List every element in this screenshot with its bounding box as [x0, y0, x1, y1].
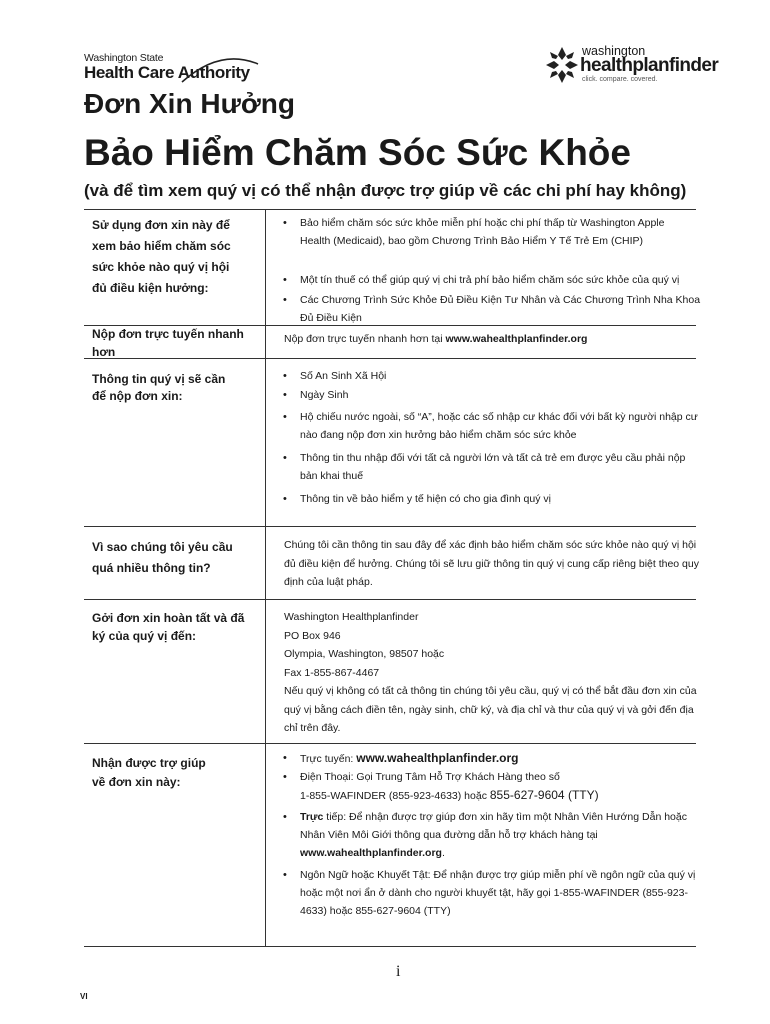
label-line: quá nhiều thông tin?: [92, 561, 211, 575]
table-column-divider: [265, 209, 266, 946]
table-divider: [84, 743, 696, 744]
phone-number: 1-855-WAFINDER (855-923-4633) hoặc: [300, 790, 490, 802]
hca-logo-small-text: Washington State: [84, 52, 164, 64]
table-divider: [84, 526, 696, 527]
table-divider: [84, 946, 696, 947]
period: .: [441, 847, 445, 859]
mailing-address: [284, 608, 704, 738]
healthplanfinder-tagline: click. compare. covered.: [582, 76, 658, 83]
in-person-label: Trực: [300, 811, 324, 823]
row-label-online: [92, 325, 257, 361]
label-line: Gởi đơn xin hoàn tất và đã: [92, 611, 245, 625]
hca-swoosh-icon: [180, 54, 260, 84]
send-note: Nếu quý vị không có tất cả thông tin chúng tôi yêu cầu, quý vị có thể bắt đầu đơn xin của quý vị bằng cách điền tên, ngày sinh, chữ ký, và địa chỉ và thư của quý vị và gởi đến địa chỉ trên đây.: [284, 685, 697, 734]
list-item: • Số An Sinh Xã Hội: [281, 367, 701, 385]
help-online-prefix: Trực tuyến:: [300, 753, 357, 765]
list-item: [281, 768, 701, 805]
website-link[interactable]: www.wahealthplanfinder.org: [356, 751, 519, 765]
subtitle: (và để tìm xem quý vị có thể nhận được trợ giúp về các chi phí hay không): [84, 181, 687, 200]
list-item: • Hộ chiếu nước ngoài, số “A”, hoặc các số nhập cư khác đối với bất kỳ người nhập cư nào đang nộp đơn xin hưởng bảo hiểm chăm sóc sức khỏe: [281, 408, 701, 444]
label-line: Sử dụng đơn xin này để: [92, 218, 230, 232]
healthplanfinder-mark-icon: [546, 47, 578, 83]
label-line: xem bảo hiểm chăm sóc: [92, 239, 231, 253]
healthplanfinder-logo: [546, 44, 726, 88]
page-number: i: [396, 963, 401, 980]
online-apply-prefix: Nộp đơn trực tuyến nhanh hơn tại: [284, 333, 446, 345]
label-line: hơn: [92, 345, 116, 359]
healthplanfinder-name: healthplanfinder: [580, 55, 719, 76]
language-code: VI: [80, 992, 88, 1001]
fax-line: Fax 1-855-867-4467: [284, 666, 380, 679]
list-item: • Thông tin về bảo hiểm y tế hiện có cho gia đình quý vị: [281, 490, 701, 508]
tty-number: 855-627-9604: [489, 788, 565, 802]
title-line-2: Bảo Hiểm Chăm Sóc Sức Khỏe: [84, 132, 631, 173]
address-line: PO Box 946: [284, 629, 341, 642]
tty-suffix: (TTY): [564, 788, 599, 802]
label-line: Nhận được trợ giúp: [92, 756, 206, 770]
table-divider: [84, 599, 696, 600]
in-person-text: tiếp: Để nhận được trợ giúp đơn xin hãy tìm một Nhân Viên Hướng Dẫn hoặc Nhân Viên Môi Giới thông qua đường dẫn hỗ trợ khách hàng tại: [300, 811, 687, 841]
label-line: Nộp đơn trực tuyến nhanh: [92, 327, 244, 341]
row-label-send: [92, 609, 257, 645]
list-item: • Ngôn Ngữ hoặc Khuyết Tật: Để nhận được trợ giúp miễn phí về ngôn ngữ của quý vị hoặc một nơi ẩn ở dành cho người khuyết tật, hãy gọi 1-855-WAFINDER (855-923-4633) hoặc 855-627-9604 (TTY): [281, 866, 701, 920]
list-item: [281, 808, 701, 862]
hca-logo-name: Health Care Authority: [84, 63, 250, 82]
list-item: • Một tín thuế có thể giúp quý vị chi trả phí bảo hiểm chăm sóc sức khỏe của quý vị: [281, 271, 701, 289]
label-line: Vì sao chúng tôi yêu cầu: [92, 540, 233, 554]
label-line: Thông tin quý vị sẽ cần: [92, 372, 226, 386]
title-line-1: Đơn Xin Hưởng: [84, 88, 295, 119]
healthplanfinder-washington: washington: [582, 44, 646, 58]
hca-logo: [84, 52, 264, 88]
online-apply-text: [284, 330, 704, 349]
label-line: về đơn xin này:: [92, 775, 181, 789]
label-line: ký của quý vị đến:: [92, 629, 197, 643]
address-line: Olympia, Washington, 98507 hoặc: [284, 648, 445, 660]
phone-help-line: • Điện Thoại: Gọi Trung Tâm Hỗ Trợ Khách Hàng theo số: [300, 771, 560, 783]
label-line: để nộp đơn xin:: [92, 389, 183, 403]
table-divider: [84, 209, 696, 210]
row-label-needed: [92, 371, 257, 405]
label-line: đủ điều kiện hưởng:: [92, 281, 209, 295]
website-link[interactable]: www.wahealthplanfinder.org: [445, 333, 588, 345]
why-text: Chúng tôi cần thông tin sau đây để xác định bảo hiểm chăm sóc sức khỏe nào quý vị hội đủ điều kiện để hưởng. Chúng tôi sẽ lưu giữ thông tin quý vị cung cấp riêng biệt theo quy định của luật pháp.: [284, 539, 699, 588]
list-item: • Các Chương Trình Sức Khỏe Đủ Điều Kiện Tư Nhân và Các Chương Trình Nha Khoa Đủ Điều Kiện: [281, 291, 706, 327]
row-label-help: [92, 754, 257, 792]
list-item: • Ngày Sinh: [281, 386, 701, 404]
list-item: • Thông tin thu nhập đối với tất cả người lớn và tất cả trẻ em được yêu cầu phải nộp bản khai thuế: [281, 449, 701, 485]
row-label-why: [92, 537, 257, 579]
website-link[interactable]: www.wahealthplanfinder.org: [300, 847, 442, 859]
label-line: sức khỏe nào quý vị hội: [92, 260, 230, 274]
row-label-use: [92, 215, 257, 299]
list-item: • Bảo hiểm chăm sóc sức khỏe miễn phí hoặc chi phí thấp từ Washington Apple Health (Medicaid), bao gồm Chương Trình Bảo Hiểm Y Tế Trẻ Em (CHIP): [281, 214, 681, 250]
address-line: Washington Healthplanfinder: [284, 611, 419, 623]
list-item: [281, 749, 701, 768]
